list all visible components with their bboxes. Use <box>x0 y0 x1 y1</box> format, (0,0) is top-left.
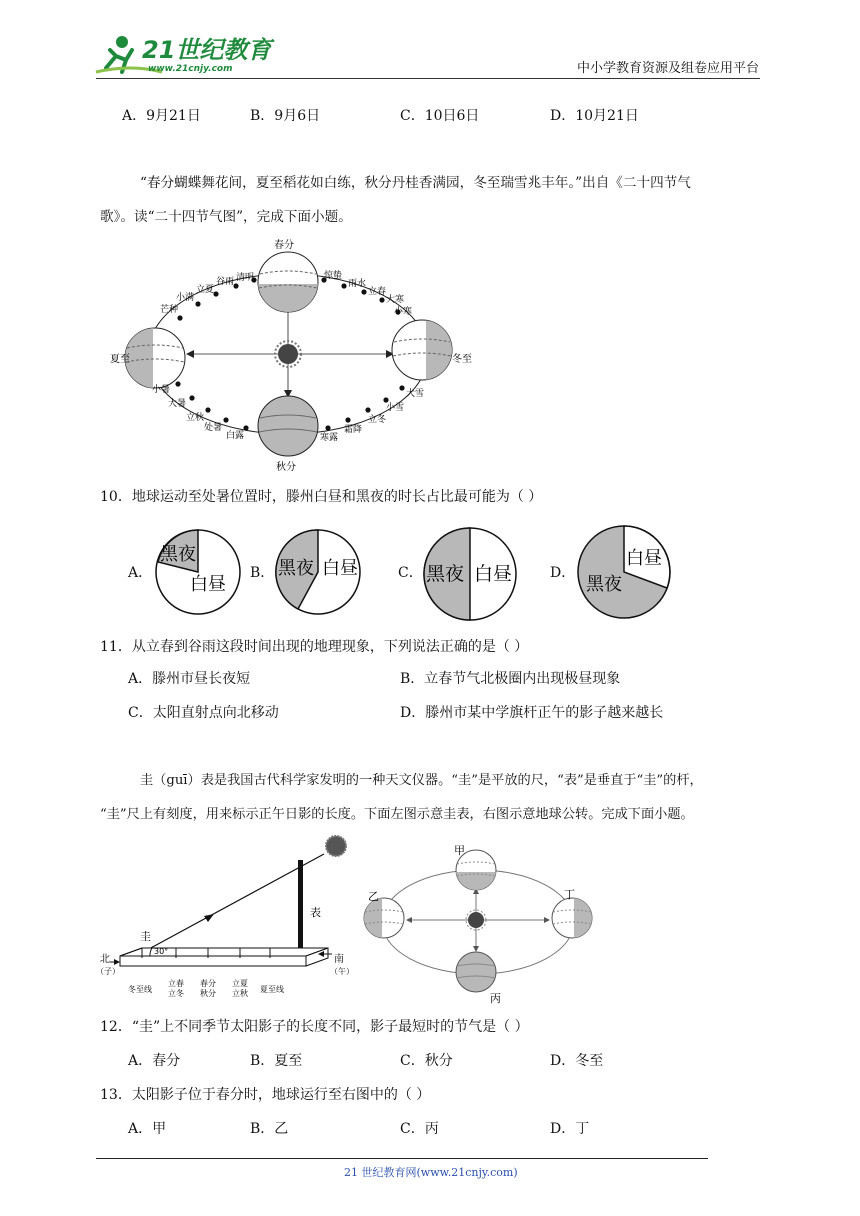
orbit-pos-yi: 乙 <box>368 890 379 903</box>
term-hanlu: 寒露 <box>320 433 339 443</box>
label-winter-solstice: 冬至 <box>452 354 472 365</box>
gnomon-biao-label: 表 <box>310 906 321 919</box>
term-dahan: 大寒 <box>386 295 405 305</box>
q11-option-d: D．滕州市某中学旗杆正午的影子越来越长 <box>400 705 664 721</box>
tick-lidong: 立冬 <box>168 989 184 998</box>
q10-pie-b <box>274 528 362 616</box>
q10-letter-c: C． <box>398 565 423 581</box>
term-daxue: 大雪 <box>406 389 425 399</box>
gnomon-south-label: 南 <box>334 954 344 965</box>
header-rule <box>96 78 760 79</box>
pie-a-night-label: 黑夜 <box>160 544 196 565</box>
term-lichun: 立春 <box>368 287 387 297</box>
orbit-pos-jia: 甲 <box>454 844 465 857</box>
q11-stem: 11．从立春到谷雨这段时间出现的地理现象，下列说法正确的是（ ） <box>100 639 529 655</box>
q13-option-d: D．丁 <box>550 1121 590 1137</box>
term-lidong: 立冬 <box>368 415 387 425</box>
term-xiaoxue: 小雪 <box>386 403 405 413</box>
term-guyu: 谷雨 <box>216 277 235 287</box>
pie-c-day-label: 白昼 <box>474 563 513 585</box>
term-xiaohan: 小寒 <box>394 307 413 317</box>
q10-stem: 10．地球运动至处暑位置时，滕州白昼和黑夜的时长占比最可能为（ ） <box>100 489 543 505</box>
term-xiaoman: 小满 <box>176 293 195 303</box>
q11-option-a: A．滕州市昼长夜短 <box>128 671 251 687</box>
logo-main-text: 21世纪教育 <box>142 36 272 64</box>
q9-option-b: B．9月6日 <box>250 108 321 124</box>
passage2-line2: “圭”尺上有刻度，用来标示正午日影的长度。下面左图示意圭表，右图示意地球公转。完成下面小题。 <box>100 807 694 822</box>
term-dashu: 大暑 <box>168 399 187 409</box>
pie-d-day-label: 白昼 <box>626 548 662 569</box>
term-liqiu: 立秋 <box>186 413 205 423</box>
term-shuangjiang: 霜降 <box>344 425 363 435</box>
orbit-pos-bing: 丙 <box>490 992 501 1004</box>
pie-d-night-label: 黑夜 <box>586 574 622 595</box>
q13-option-b: B．乙 <box>250 1121 289 1137</box>
q13-option-a: A．甲 <box>128 1121 167 1137</box>
tick-qiufen: 秋分 <box>200 989 216 998</box>
q12-option-a: A．春分 <box>128 1053 181 1069</box>
tick-summer-line: 夏至线 <box>260 985 284 994</box>
platform-name: 中小学教育资源及组卷应用平台 <box>577 61 760 76</box>
passage2-line1: 圭（guī）表是我国古代科学家发明的一种天文仪器。“圭”是平放的尺，“表”是垂直于“圭”的杆， <box>140 773 703 788</box>
gnomon-north-label: 北 <box>100 954 110 965</box>
passage1-line2: 歌》。读“二十四节气图”，完成下面小题。 <box>100 209 352 225</box>
term-jingzhe: 惊蛰 <box>324 271 343 281</box>
gnomon-angle-label: 30° <box>154 947 169 956</box>
logo-url-text: www.21cnjy.com <box>148 64 233 74</box>
gnomon-gui-label: 圭 <box>140 930 151 943</box>
q12-stem: 12．“圭”上不同季节太阳影子的长度不同，影子最短时的节气是（ ） <box>100 1019 529 1035</box>
q13-option-c: C．丙 <box>400 1121 439 1137</box>
term-xiaoshu: 小暑 <box>152 385 171 395</box>
q10-letter-a: A． <box>128 565 153 581</box>
q11-option-b: B．立春节气北极圈内出现极昼现象 <box>400 671 621 687</box>
pie-b-night-label: 黑夜 <box>278 558 314 579</box>
term-lixia: 立夏 <box>196 285 215 295</box>
orbit-pos-ding: 丁 <box>564 888 575 901</box>
tick-lixia: 立夏 <box>232 979 248 988</box>
passage1-line1: “春分蝴蝶舞花间，夏至稻花如白练，秋分丹桂香满园，冬至瑞雪兆丰年。”出自《二十四节气 <box>140 175 691 191</box>
tick-winter-line: 冬至线 <box>128 985 152 994</box>
pie-a-day-label: 白昼 <box>190 574 226 595</box>
orbit-figure <box>358 838 598 1004</box>
q10-pie-a <box>154 528 242 616</box>
footer-link[interactable]: 21 世纪教育网(www.21cnjy.com) <box>344 1166 518 1179</box>
q13-stem: 13．太阳影子位于春分时，地球运行至右图中的（ ） <box>100 1087 431 1103</box>
term-chushu: 处暑 <box>204 423 223 433</box>
tick-chunfen: 春分 <box>200 979 216 988</box>
q9-option-d: D．10月21日 <box>550 108 639 124</box>
term-yushui: 雨水 <box>348 279 367 289</box>
gnomon-south-sub: （午） <box>330 967 354 976</box>
q10-letter-b: B． <box>250 565 275 581</box>
q12-option-d: D．冬至 <box>550 1053 604 1069</box>
q12-option-b: B．夏至 <box>250 1053 303 1069</box>
label-summer-solstice: 夏至 <box>110 354 130 365</box>
footer-rule <box>96 1158 708 1159</box>
q10-pie-c <box>422 526 518 622</box>
term-bailu: 白露 <box>226 431 245 441</box>
q12-option-c: C．秋分 <box>400 1053 453 1069</box>
tick-liqiu: 立秋 <box>232 989 248 998</box>
solar-terms-figure <box>110 238 490 474</box>
gnomon-figure <box>96 834 358 1002</box>
label-spring-equinox: 春分 <box>274 240 294 251</box>
label-autumn-equinox: 秋分 <box>276 462 296 473</box>
term-mangzhong: 芒种 <box>160 305 179 315</box>
pie-c-night-label: 黑夜 <box>426 563 465 585</box>
q11-option-c: C．太阳直射点向北移动 <box>128 705 279 721</box>
q9-option-a: A．9月21日 <box>122 108 201 124</box>
pie-b-day-label: 白昼 <box>322 558 358 579</box>
tick-lichun: 立春 <box>168 979 184 988</box>
q10-pie-d <box>576 524 672 620</box>
term-qingming: 清明 <box>236 273 255 283</box>
q9-option-c: C．10日6日 <box>400 108 480 124</box>
gnomon-north-sub: （子） <box>96 967 120 976</box>
q10-letter-d: D． <box>550 565 576 581</box>
